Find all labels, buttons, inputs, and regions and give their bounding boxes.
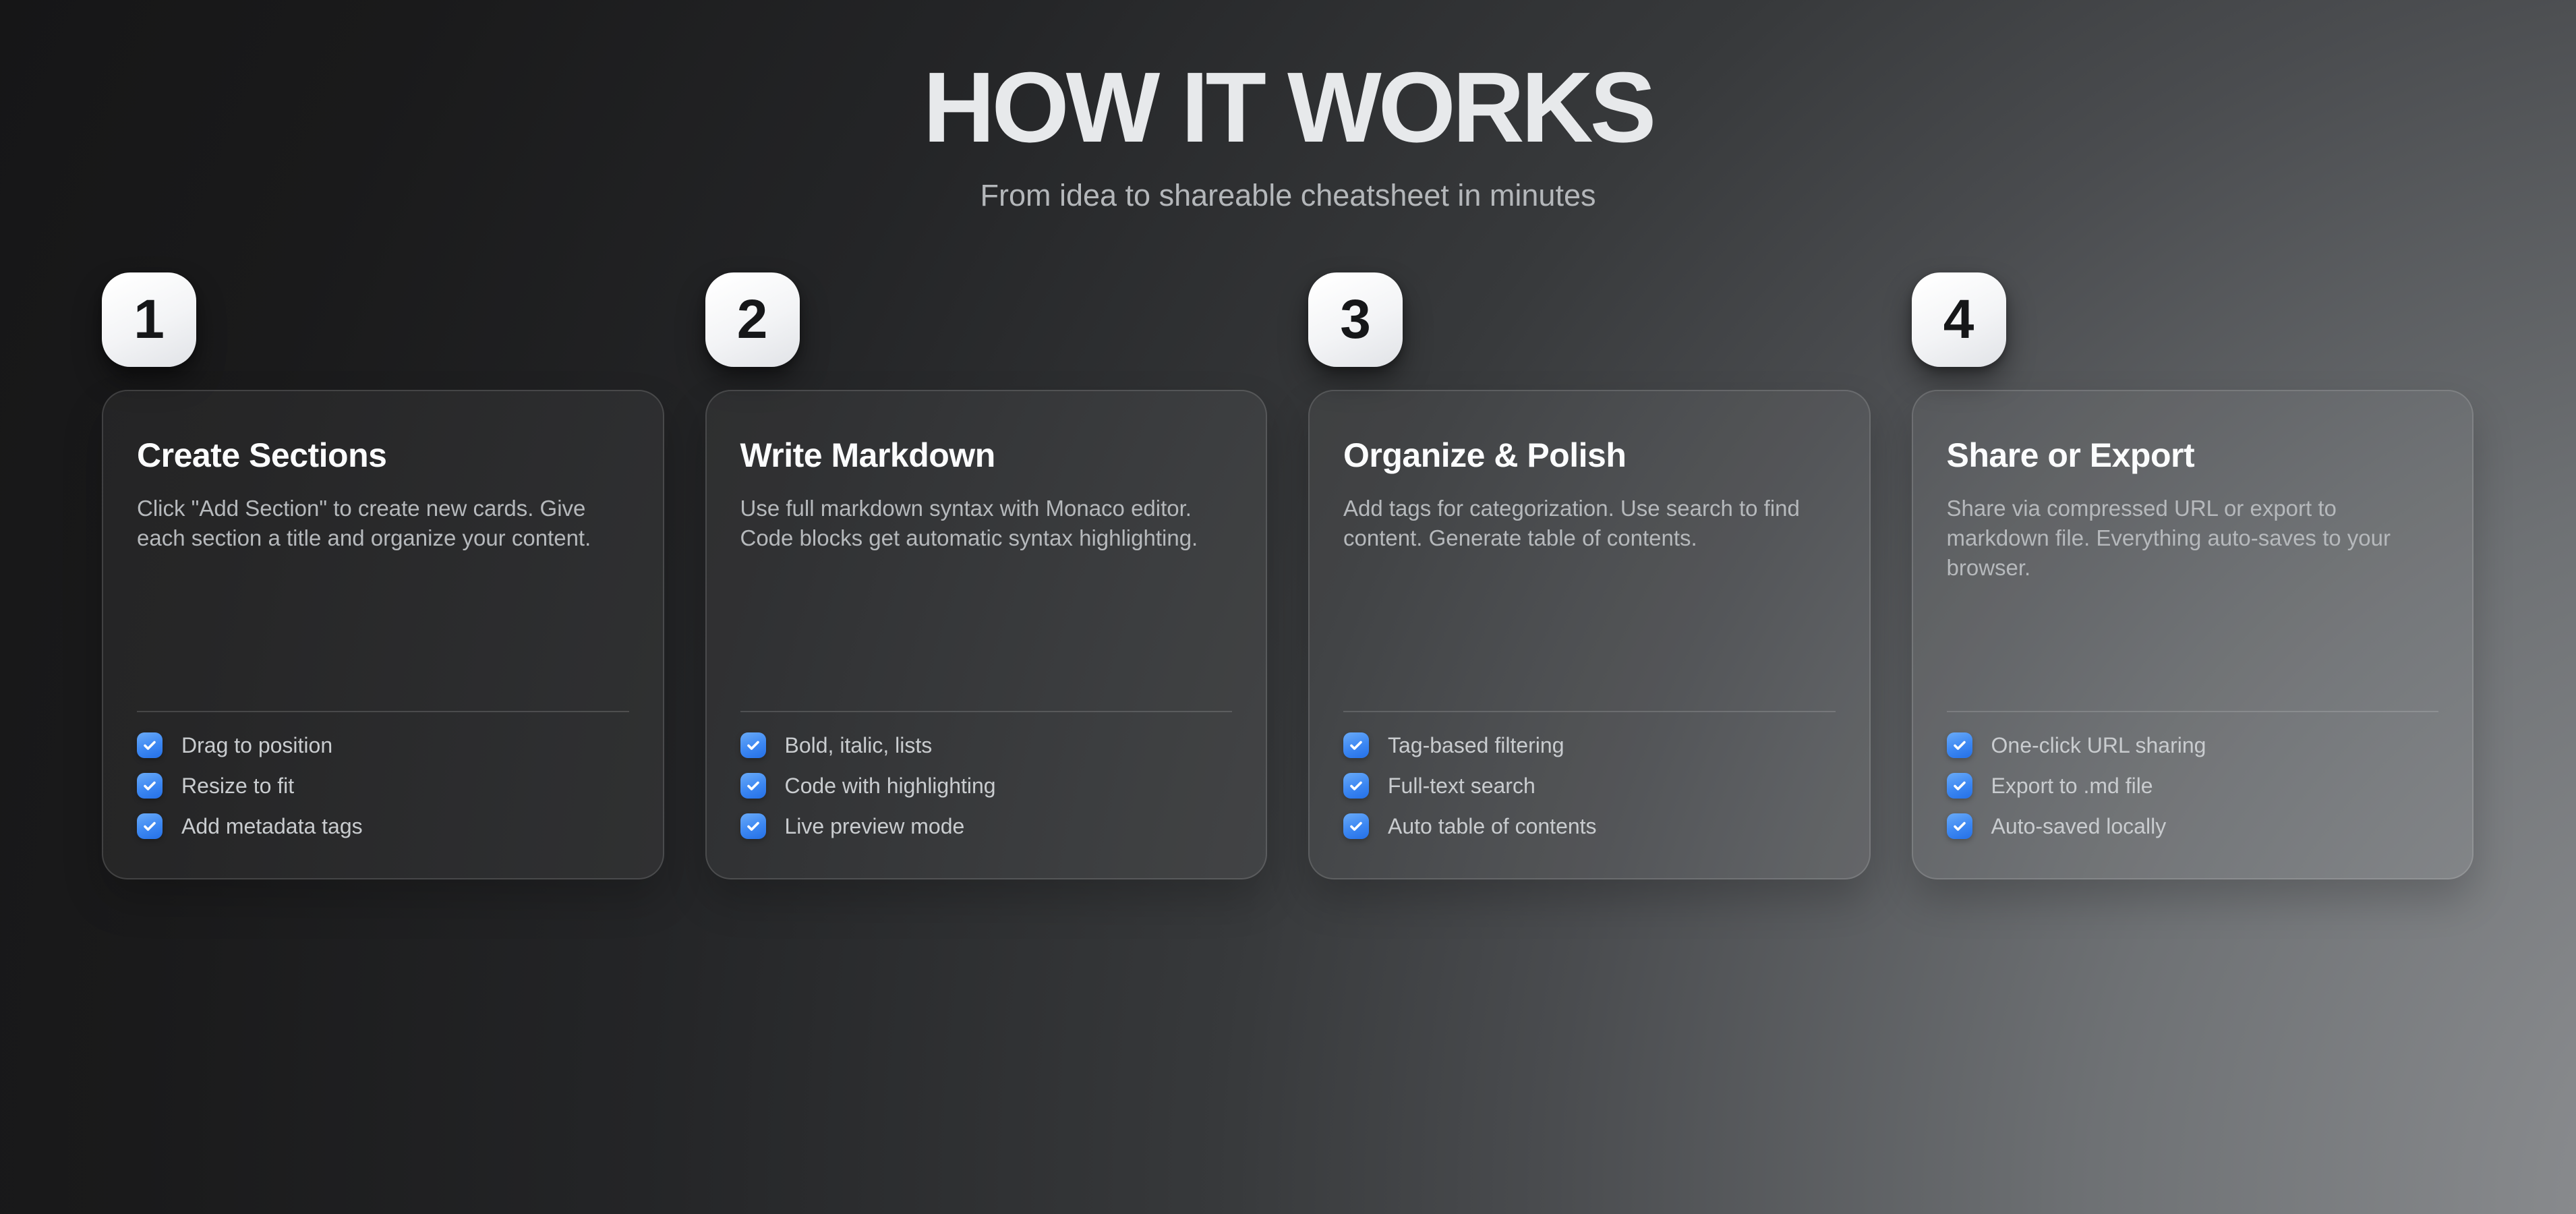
card-divider [740, 711, 1233, 712]
feature-label: Tag-based filtering [1388, 732, 1564, 757]
check-icon [1952, 737, 1968, 753]
card-spacer [740, 553, 1233, 711]
check-icon [1952, 818, 1968, 834]
feature-label: Code with highlighting [784, 773, 996, 798]
step-column-1 [102, 272, 664, 879]
step-card-title: Create Sections [137, 436, 387, 474]
feature-label: Export to .md file [1991, 773, 2153, 798]
checked-checkbox[interactable] [137, 773, 163, 799]
feature-item [740, 732, 1233, 758]
checked-checkbox[interactable] [1947, 732, 1972, 758]
checked-checkbox[interactable] [1947, 773, 1972, 799]
feature-item [1343, 732, 1836, 758]
checked-checkbox[interactable] [1343, 773, 1369, 799]
step-card-description: Share via compressed URL or export to markdown file. Everything auto-saves to your browser. [1946, 496, 2391, 581]
checked-checkbox[interactable] [740, 813, 766, 839]
card-spacer [137, 553, 629, 711]
feature-item [1947, 813, 2439, 839]
feature-item [740, 773, 1233, 799]
feature-item [1947, 732, 2439, 758]
step-number-badge: 1 [102, 272, 196, 367]
feature-list [1343, 732, 1836, 839]
step-card-title: Organize & Polish [1343, 436, 1627, 474]
step-number-badge: 3 [1308, 272, 1403, 367]
section-subtitle: From idea to shareable cheatsheet in minutes [980, 178, 1596, 212]
step-card-description: Use full markdown syntax with Monaco editor. Code blocks get automatic syntax highlighting. [740, 496, 1198, 551]
step-number-badge: 2 [705, 272, 800, 367]
check-icon [142, 778, 158, 794]
feature-list [740, 732, 1233, 839]
feature-label: One-click URL sharing [1991, 732, 2206, 757]
card-spacer [1947, 583, 2439, 711]
checked-checkbox[interactable] [740, 773, 766, 799]
feature-item [1343, 773, 1836, 799]
step-number-badge: 4 [1912, 272, 2006, 367]
step-card [1308, 390, 1871, 879]
step-card-title: Write Markdown [740, 436, 995, 474]
feature-label: Full-text search [1388, 773, 1535, 798]
feature-item [137, 732, 629, 758]
check-icon [1348, 737, 1364, 753]
feature-item [137, 813, 629, 839]
step-card [705, 390, 1268, 879]
check-icon [1348, 818, 1364, 834]
check-icon [1348, 778, 1364, 794]
check-icon [142, 737, 158, 753]
step-card [1912, 390, 2474, 879]
step-card-description: Click "Add Section" to create new cards. Give each section a title and organize your content. [137, 496, 591, 551]
step-card-description: Add tags for categorization. Use search to find content. Generate table of contents. [1343, 496, 1800, 551]
section-title: HOW IT WORKS [923, 52, 1653, 163]
card-divider [1343, 711, 1836, 712]
checked-checkbox[interactable] [740, 732, 766, 758]
step-card [102, 390, 664, 879]
feature-label: Auto table of contents [1388, 813, 1597, 838]
check-icon [745, 737, 761, 753]
checked-checkbox[interactable] [1343, 732, 1369, 758]
step-card-title: Share or Export [1946, 436, 2195, 474]
checked-checkbox[interactable] [137, 813, 163, 839]
feature-label: Add metadata tags [181, 813, 363, 838]
card-divider [1947, 711, 2439, 712]
feature-item [740, 813, 1233, 839]
card-spacer [1343, 553, 1836, 711]
check-icon [142, 818, 158, 834]
feature-item [137, 773, 629, 799]
step-column-2 [705, 272, 1268, 879]
feature-label: Resize to fit [181, 773, 295, 798]
checked-checkbox[interactable] [137, 732, 163, 758]
feature-label: Live preview mode [784, 813, 965, 838]
steps-grid [102, 272, 2473, 879]
card-divider [137, 711, 629, 712]
feature-label: Bold, italic, lists [784, 732, 933, 757]
feature-label: Auto-saved locally [1991, 813, 2167, 838]
feature-item [1343, 813, 1836, 839]
feature-item [1947, 773, 2439, 799]
check-icon [745, 818, 761, 834]
check-icon [1952, 778, 1968, 794]
step-column-4 [1912, 272, 2474, 879]
checked-checkbox[interactable] [1947, 813, 1972, 839]
section-header [0, 52, 2576, 213]
step-column-3 [1308, 272, 1871, 879]
feature-list [137, 732, 629, 839]
check-icon [745, 778, 761, 794]
checked-checkbox[interactable] [1343, 813, 1369, 839]
feature-list [1947, 732, 2439, 839]
feature-label: Drag to position [181, 732, 333, 757]
